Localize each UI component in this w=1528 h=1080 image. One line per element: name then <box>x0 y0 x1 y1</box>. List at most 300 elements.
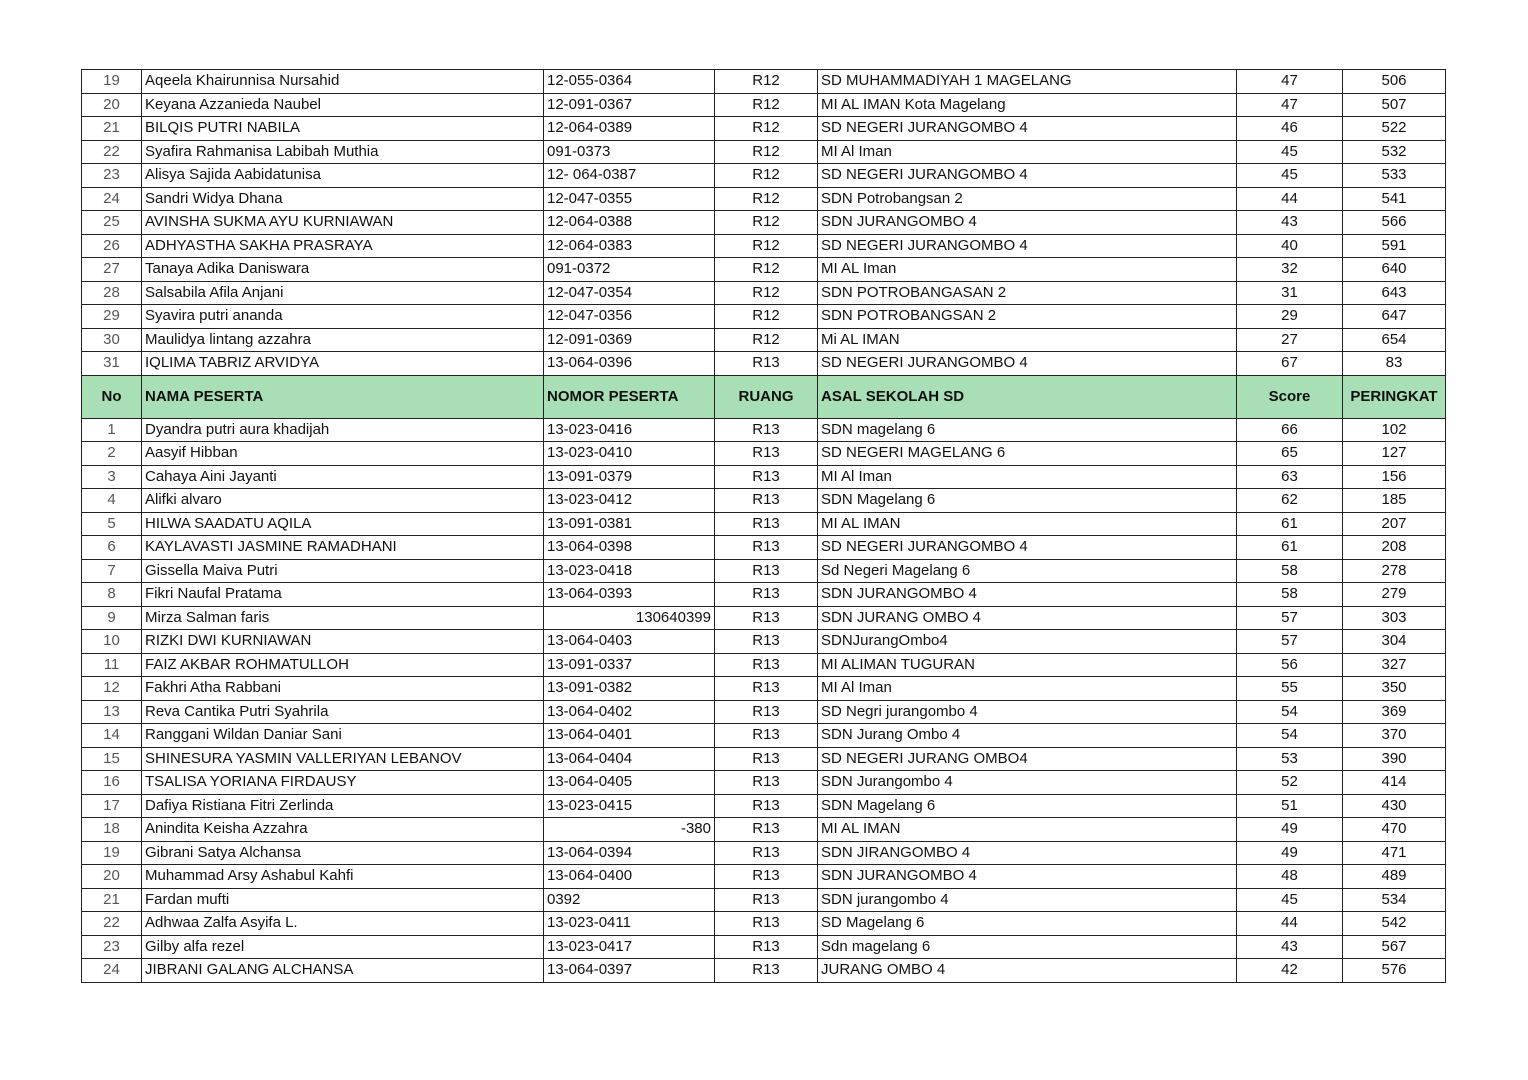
cell-peringkat: 654 <box>1343 328 1446 352</box>
cell-sekolah: SDN jurangombo 4 <box>818 888 1237 912</box>
table-row <box>82 70 1446 94</box>
cell-nama: Aqeela Khairunnisa Nursahid <box>142 70 544 94</box>
cell-score: 61 <box>1237 512 1343 536</box>
cell-nomor: 13-064-0400 <box>544 865 715 889</box>
cell-peringkat: 390 <box>1343 747 1446 771</box>
cell-score: 44 <box>1237 187 1343 211</box>
cell-ruang: R13 <box>715 489 818 513</box>
cell-nama: ADHYASTHA SAKHA PRASRAYA <box>142 234 544 258</box>
table-body-r12 <box>82 70 1446 376</box>
table-row <box>82 818 1446 842</box>
cell-nomor: 13-091-0381 <box>544 512 715 536</box>
cell-nomor: 12-064-0383 <box>544 234 715 258</box>
table-row <box>82 442 1446 466</box>
cell-no: 6 <box>82 536 142 560</box>
cell-nama: Syavira putri ananda <box>142 305 544 329</box>
cell-sekolah: SDN magelang 6 <box>818 418 1237 442</box>
cell-sekolah: MI AL Iman <box>818 258 1237 282</box>
cell-score: 47 <box>1237 93 1343 117</box>
cell-nama: Gibrani Satya Alchansa <box>142 841 544 865</box>
cell-peringkat: 208 <box>1343 536 1446 560</box>
cell-ruang: R12 <box>715 93 818 117</box>
header-row <box>82 375 1446 418</box>
table-row <box>82 328 1446 352</box>
cell-nomor: 130640399 <box>544 606 715 630</box>
cell-peringkat: 83 <box>1343 352 1446 376</box>
cell-nomor: 13-091-0382 <box>544 677 715 701</box>
cell-score: 48 <box>1237 865 1343 889</box>
cell-sekolah: SDN Potrobangsan 2 <box>818 187 1237 211</box>
cell-score: 52 <box>1237 771 1343 795</box>
cell-nama: Dafiya Ristiana Fitri Zerlinda <box>142 794 544 818</box>
cell-nomor: 13-064-0393 <box>544 583 715 607</box>
cell-score: 42 <box>1237 959 1343 983</box>
cell-no: 25 <box>82 211 142 235</box>
cell-ruang: R12 <box>715 234 818 258</box>
cell-nama: Dyandra putri aura khadijah <box>142 418 544 442</box>
cell-peringkat: 591 <box>1343 234 1446 258</box>
cell-sekolah: SDNJurangOmbo4 <box>818 630 1237 654</box>
header-ruang: RUANG <box>715 375 818 418</box>
cell-sekolah: SDN POTROBANGSAN 2 <box>818 305 1237 329</box>
table-row <box>82 512 1446 536</box>
cell-peringkat: 430 <box>1343 794 1446 818</box>
cell-sekolah: SDN JURANGOMBO 4 <box>818 865 1237 889</box>
cell-nama: Anindita Keisha Azzahra <box>142 818 544 842</box>
cell-nomor: -380 <box>544 818 715 842</box>
cell-sekolah: SDN JURANGOMBO 4 <box>818 211 1237 235</box>
cell-sekolah: Mi AL IMAN <box>818 328 1237 352</box>
cell-ruang: R12 <box>715 187 818 211</box>
cell-nomor: 13-064-0402 <box>544 700 715 724</box>
cell-nomor: 091-0372 <box>544 258 715 282</box>
cell-nama: IQLIMA TABRIZ ARVIDYA <box>142 352 544 376</box>
cell-peringkat: 647 <box>1343 305 1446 329</box>
cell-sekolah: Sdn magelang 6 <box>818 935 1237 959</box>
table-row <box>82 653 1446 677</box>
cell-no: 3 <box>82 465 142 489</box>
cell-nomor: 13-091-0379 <box>544 465 715 489</box>
cell-nomor: 13-091-0337 <box>544 653 715 677</box>
cell-nomor: 13-023-0410 <box>544 442 715 466</box>
cell-nama: Alifki alvaro <box>142 489 544 513</box>
cell-peringkat: 640 <box>1343 258 1446 282</box>
cell-score: 55 <box>1237 677 1343 701</box>
cell-no: 8 <box>82 583 142 607</box>
cell-nama: Alisya Sajida Aabidatunisa <box>142 164 544 188</box>
cell-peringkat: 207 <box>1343 512 1446 536</box>
cell-nama: TSALISA YORIANA FIRDAUSY <box>142 771 544 795</box>
cell-ruang: R12 <box>715 305 818 329</box>
cell-sekolah: MI ALIMAN TUGURAN <box>818 653 1237 677</box>
cell-ruang: R13 <box>715 959 818 983</box>
cell-nama: Fardan mufti <box>142 888 544 912</box>
cell-peringkat: 350 <box>1343 677 1446 701</box>
cell-nama: Fikri Naufal Pratama <box>142 583 544 607</box>
cell-ruang: R13 <box>715 442 818 466</box>
cell-ruang: R13 <box>715 818 818 842</box>
cell-no: 15 <box>82 747 142 771</box>
header-score: Score <box>1237 375 1343 418</box>
cell-no: 24 <box>82 187 142 211</box>
cell-sekolah: SDN JIRANGOMBO 4 <box>818 841 1237 865</box>
cell-no: 14 <box>82 724 142 748</box>
cell-nomor: 13-023-0415 <box>544 794 715 818</box>
cell-peringkat: 534 <box>1343 888 1446 912</box>
cell-peringkat: 541 <box>1343 187 1446 211</box>
cell-ruang: R13 <box>715 794 818 818</box>
cell-peringkat: 369 <box>1343 700 1446 724</box>
cell-ruang: R12 <box>715 140 818 164</box>
cell-peringkat: 532 <box>1343 140 1446 164</box>
cell-sekolah: MI Al Iman <box>818 677 1237 701</box>
table-row <box>82 959 1446 983</box>
table-body-r13 <box>82 418 1446 982</box>
table-row <box>82 747 1446 771</box>
cell-sekolah: SD NEGERI JURANGOMBO 4 <box>818 536 1237 560</box>
cell-no: 5 <box>82 512 142 536</box>
cell-nama: Keyana Azzanieda Naubel <box>142 93 544 117</box>
table-row <box>82 465 1446 489</box>
cell-ruang: R13 <box>715 888 818 912</box>
cell-score: 63 <box>1237 465 1343 489</box>
cell-ruang: R13 <box>715 912 818 936</box>
cell-sekolah: MI Al Iman <box>818 465 1237 489</box>
cell-sekolah: SDN Magelang 6 <box>818 489 1237 513</box>
cell-score: 56 <box>1237 653 1343 677</box>
cell-ruang: R13 <box>715 606 818 630</box>
cell-score: 61 <box>1237 536 1343 560</box>
table-row <box>82 912 1446 936</box>
cell-score: 46 <box>1237 117 1343 141</box>
table-row <box>82 536 1446 560</box>
cell-peringkat: 156 <box>1343 465 1446 489</box>
cell-no: 23 <box>82 935 142 959</box>
cell-nama: SHINESURA YASMIN VALLERIYAN LEBANOV <box>142 747 544 771</box>
cell-no: 30 <box>82 328 142 352</box>
cell-peringkat: 279 <box>1343 583 1446 607</box>
cell-score: 67 <box>1237 352 1343 376</box>
cell-no: 19 <box>82 70 142 94</box>
cell-peringkat: 327 <box>1343 653 1446 677</box>
table-row <box>82 93 1446 117</box>
results-table <box>81 69 1446 983</box>
cell-nomor: 12-091-0367 <box>544 93 715 117</box>
cell-sekolah: SDN POTROBANGASAN 2 <box>818 281 1237 305</box>
cell-score: 44 <box>1237 912 1343 936</box>
cell-score: 45 <box>1237 164 1343 188</box>
cell-no: 1 <box>82 418 142 442</box>
cell-score: 66 <box>1237 418 1343 442</box>
cell-nomor: 13-064-0404 <box>544 747 715 771</box>
table-row <box>82 794 1446 818</box>
cell-no: 24 <box>82 959 142 983</box>
cell-peringkat: 471 <box>1343 841 1446 865</box>
table-row <box>82 164 1446 188</box>
cell-score: 45 <box>1237 140 1343 164</box>
cell-no: 2 <box>82 442 142 466</box>
cell-score: 47 <box>1237 70 1343 94</box>
cell-ruang: R13 <box>715 352 818 376</box>
cell-peringkat: 489 <box>1343 865 1446 889</box>
cell-nomor: 13-064-0405 <box>544 771 715 795</box>
cell-sekolah: MI AL IMAN Kota Magelang <box>818 93 1237 117</box>
cell-nama: BILQIS PUTRI NABILA <box>142 117 544 141</box>
cell-ruang: R13 <box>715 724 818 748</box>
cell-peringkat: 566 <box>1343 211 1446 235</box>
cell-nomor: 13-023-0417 <box>544 935 715 959</box>
cell-ruang: R13 <box>715 653 818 677</box>
table-row <box>82 583 1446 607</box>
table-row <box>82 630 1446 654</box>
cell-score: 43 <box>1237 211 1343 235</box>
cell-score: 49 <box>1237 841 1343 865</box>
table-row <box>82 352 1446 376</box>
cell-nomor: 13-023-0416 <box>544 418 715 442</box>
cell-sekolah: SD NEGERI JURANGOMBO 4 <box>818 234 1237 258</box>
cell-ruang: R13 <box>715 747 818 771</box>
cell-nomor: 12-055-0364 <box>544 70 715 94</box>
cell-nama: Cahaya Aini Jayanti <box>142 465 544 489</box>
cell-peringkat: 522 <box>1343 117 1446 141</box>
cell-no: 23 <box>82 164 142 188</box>
cell-score: 40 <box>1237 234 1343 258</box>
cell-score: 62 <box>1237 489 1343 513</box>
header-no: No <box>82 375 142 418</box>
cell-nama: Ranggani Wildan Daniar Sani <box>142 724 544 748</box>
cell-sekolah: SD MUHAMMADIYAH 1 MAGELANG <box>818 70 1237 94</box>
cell-peringkat: 542 <box>1343 912 1446 936</box>
header-sekolah: ASAL SEKOLAH SD <box>818 375 1237 418</box>
cell-peringkat: 304 <box>1343 630 1446 654</box>
cell-ruang: R13 <box>715 583 818 607</box>
cell-no: 4 <box>82 489 142 513</box>
cell-ruang: R12 <box>715 328 818 352</box>
cell-nomor: 13-064-0397 <box>544 959 715 983</box>
cell-ruang: R12 <box>715 211 818 235</box>
cell-ruang: R12 <box>715 258 818 282</box>
cell-nama: Tanaya Adika Daniswara <box>142 258 544 282</box>
cell-ruang: R13 <box>715 771 818 795</box>
cell-score: 49 <box>1237 818 1343 842</box>
cell-nama: Gissella Maiva Putri <box>142 559 544 583</box>
table-row <box>82 140 1446 164</box>
cell-nomor: 13-064-0398 <box>544 536 715 560</box>
cell-nomor: 0392 <box>544 888 715 912</box>
cell-nama: Sandri Widya Dhana <box>142 187 544 211</box>
cell-ruang: R13 <box>715 418 818 442</box>
cell-nomor: 12-047-0356 <box>544 305 715 329</box>
cell-score: 57 <box>1237 630 1343 654</box>
table-row <box>82 677 1446 701</box>
cell-sekolah: SD NEGERI JURANG OMBO4 <box>818 747 1237 771</box>
cell-no: 7 <box>82 559 142 583</box>
cell-score: 54 <box>1237 700 1343 724</box>
cell-sekolah: SD NEGERI JURANGOMBO 4 <box>818 164 1237 188</box>
cell-peringkat: 414 <box>1343 771 1446 795</box>
table-row <box>82 489 1446 513</box>
cell-nomor: 13-064-0394 <box>544 841 715 865</box>
cell-ruang: R13 <box>715 700 818 724</box>
cell-nomor: 13-023-0411 <box>544 912 715 936</box>
cell-peringkat: 576 <box>1343 959 1446 983</box>
cell-nama: RIZKI DWI KURNIAWAN <box>142 630 544 654</box>
table-row <box>82 211 1446 235</box>
cell-score: 57 <box>1237 606 1343 630</box>
table-row <box>82 258 1446 282</box>
cell-nomor: 13-023-0418 <box>544 559 715 583</box>
cell-nomor: 12-047-0354 <box>544 281 715 305</box>
header-nomor: NOMOR PESERTA <box>544 375 715 418</box>
table-row <box>82 606 1446 630</box>
table-row <box>82 559 1446 583</box>
cell-nama: Maulidya lintang azzahra <box>142 328 544 352</box>
cell-nomor: 13-064-0401 <box>544 724 715 748</box>
cell-nama: Salsabila Afila Anjani <box>142 281 544 305</box>
cell-score: 65 <box>1237 442 1343 466</box>
cell-no: 22 <box>82 912 142 936</box>
cell-sekolah: MI AL IMAN <box>818 818 1237 842</box>
table-row <box>82 305 1446 329</box>
cell-ruang: R12 <box>715 70 818 94</box>
table-row <box>82 281 1446 305</box>
cell-nama: AVINSHA SUKMA AYU KURNIAWAN <box>142 211 544 235</box>
cell-nama: Fakhri Atha Rabbani <box>142 677 544 701</box>
cell-peringkat: 370 <box>1343 724 1446 748</box>
cell-ruang: R13 <box>715 512 818 536</box>
table-row <box>82 724 1446 748</box>
cell-score: 53 <box>1237 747 1343 771</box>
cell-sekolah: SD NEGERI JURANGOMBO 4 <box>818 117 1237 141</box>
cell-no: 26 <box>82 234 142 258</box>
cell-sekolah: MI Al Iman <box>818 140 1237 164</box>
cell-nomor: 13-064-0403 <box>544 630 715 654</box>
table-row <box>82 865 1446 889</box>
cell-sekolah: SD Negri jurangombo 4 <box>818 700 1237 724</box>
cell-no: 31 <box>82 352 142 376</box>
cell-no: 27 <box>82 258 142 282</box>
table-row <box>82 117 1446 141</box>
cell-nama: Muhammad Arsy Ashabul Kahfi <box>142 865 544 889</box>
table-row <box>82 234 1446 258</box>
cell-nomor: 12-064-0389 <box>544 117 715 141</box>
cell-nama: Gilby alfa rezel <box>142 935 544 959</box>
header-nama: NAMA PESERTA <box>142 375 544 418</box>
cell-peringkat: 278 <box>1343 559 1446 583</box>
cell-peringkat: 185 <box>1343 489 1446 513</box>
table-row <box>82 418 1446 442</box>
cell-nama: Syafira Rahmanisa Labibah Muthia <box>142 140 544 164</box>
cell-sekolah: SDN Jurangombo 4 <box>818 771 1237 795</box>
table-row <box>82 700 1446 724</box>
cell-no: 22 <box>82 140 142 164</box>
cell-no: 10 <box>82 630 142 654</box>
cell-no: 13 <box>82 700 142 724</box>
cell-peringkat: 303 <box>1343 606 1446 630</box>
cell-peringkat: 127 <box>1343 442 1446 466</box>
cell-nomor: 091-0373 <box>544 140 715 164</box>
cell-peringkat: 470 <box>1343 818 1446 842</box>
cell-peringkat: 102 <box>1343 418 1446 442</box>
cell-score: 58 <box>1237 559 1343 583</box>
table-row <box>82 771 1446 795</box>
cell-score: 27 <box>1237 328 1343 352</box>
cell-no: 29 <box>82 305 142 329</box>
cell-score: 54 <box>1237 724 1343 748</box>
cell-sekolah: SDN Magelang 6 <box>818 794 1237 818</box>
cell-no: 19 <box>82 841 142 865</box>
cell-ruang: R13 <box>715 630 818 654</box>
table-row <box>82 888 1446 912</box>
cell-ruang: R13 <box>715 935 818 959</box>
cell-score: 31 <box>1237 281 1343 305</box>
cell-nomor: 12-064-0388 <box>544 211 715 235</box>
cell-score: 45 <box>1237 888 1343 912</box>
cell-no: 20 <box>82 93 142 117</box>
cell-nama: JIBRANI GALANG ALCHANSA <box>142 959 544 983</box>
cell-nomor: 12-091-0369 <box>544 328 715 352</box>
cell-ruang: R12 <box>715 281 818 305</box>
cell-no: 28 <box>82 281 142 305</box>
table-row <box>82 187 1446 211</box>
cell-no: 21 <box>82 888 142 912</box>
cell-ruang: R13 <box>715 677 818 701</box>
cell-nama: KAYLAVASTI JASMINE RAMADHANI <box>142 536 544 560</box>
cell-no: 12 <box>82 677 142 701</box>
cell-sekolah: Sd Negeri Magelang 6 <box>818 559 1237 583</box>
table-row <box>82 935 1446 959</box>
cell-sekolah: SDN JURANG OMBO 4 <box>818 606 1237 630</box>
cell-ruang: R13 <box>715 865 818 889</box>
cell-peringkat: 507 <box>1343 93 1446 117</box>
header-peringkat: PERINGKAT <box>1343 375 1446 418</box>
cell-sekolah: SD Magelang 6 <box>818 912 1237 936</box>
cell-nomor: 12-047-0355 <box>544 187 715 211</box>
cell-sekolah: SDN Jurang Ombo 4 <box>818 724 1237 748</box>
cell-no: 20 <box>82 865 142 889</box>
cell-no: 11 <box>82 653 142 677</box>
cell-nomor: 13-064-0396 <box>544 352 715 376</box>
cell-sekolah: JURANG OMBO 4 <box>818 959 1237 983</box>
cell-no: 9 <box>82 606 142 630</box>
cell-nama: Adhwaa Zalfa Asyifa L. <box>142 912 544 936</box>
cell-nama: FAIZ AKBAR ROHMATULLOH <box>142 653 544 677</box>
cell-sekolah: SD NEGERI JURANGOMBO 4 <box>818 352 1237 376</box>
cell-no: 18 <box>82 818 142 842</box>
cell-ruang: R13 <box>715 559 818 583</box>
cell-score: 29 <box>1237 305 1343 329</box>
cell-sekolah: MI AL IMAN <box>818 512 1237 536</box>
cell-peringkat: 533 <box>1343 164 1446 188</box>
cell-ruang: R13 <box>715 465 818 489</box>
table-header <box>82 375 1446 418</box>
cell-nama: HILWA SAADATU AQILA <box>142 512 544 536</box>
cell-sekolah: SD NEGERI MAGELANG 6 <box>818 442 1237 466</box>
cell-score: 51 <box>1237 794 1343 818</box>
cell-no: 21 <box>82 117 142 141</box>
cell-ruang: R13 <box>715 841 818 865</box>
cell-score: 43 <box>1237 935 1343 959</box>
cell-no: 17 <box>82 794 142 818</box>
cell-no: 16 <box>82 771 142 795</box>
cell-peringkat: 506 <box>1343 70 1446 94</box>
cell-nama: Reva Cantika Putri Syahrila <box>142 700 544 724</box>
cell-score: 32 <box>1237 258 1343 282</box>
cell-ruang: R12 <box>715 164 818 188</box>
cell-nomor: 13-023-0412 <box>544 489 715 513</box>
cell-ruang: R12 <box>715 117 818 141</box>
table-row <box>82 841 1446 865</box>
